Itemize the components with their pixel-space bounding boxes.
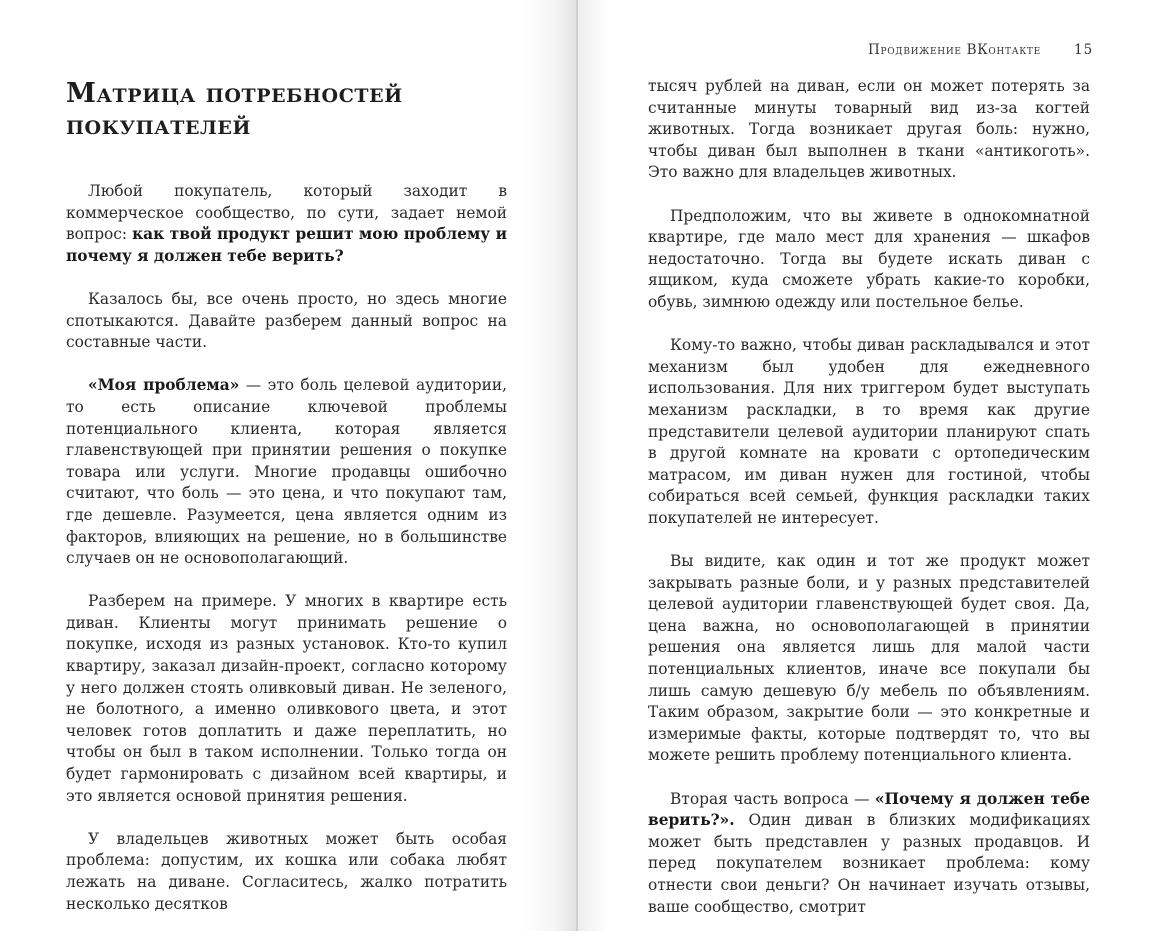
- left-text-column: [66, 181, 507, 931]
- right-paragraph-1: тысяч рублей на диван, если он может потерять за считанные минуты товарный вид из-за когтей животных. Тогда возникает другая боль: нужно, чтобы диван был выполнен в ткани «антикоготь». Это важно для владельцев животных.: [648, 77, 1090, 182]
- left-paragraph-4: Разберем на примере. У многих в квартире есть диван. Клиенты могут принимать решение о покупке, исходя из разных установок. Кто-то купил квартиру, заказал дизайн-проект, согласно которому у него должен стоять оливковый диван. Не зеленого, не болотного, а именно оливкового цвета, и этот человек готов доплатить и даже переплатить, но чтобы он был в таком исполнении. Только тогда он будет гармонировать с дизайном всей квартиры, и это является основой принятия решения.: [66, 592, 507, 805]
- left-paragraph-3: «Моя проблема» — это боль целевой аудитории, то есть описание ключевой проблемы потенциального клиента, которая является главенствующей при принятии решения о покупке товара или услуги. Многие продавцы ошибочно считают, что боль — это цена, и что покупают там, где дешевле. Разумеется, цена является одним из факторов, влияющих на решение, но в большинстве случаев он не основополагающий.: [66, 376, 507, 568]
- left-paragraph-2: Казалось бы, все очень просто, но здесь многие спотыкаются. Давайте разберем данный вопрос на составные части.: [66, 289, 507, 352]
- right-paragraph-2: Предположим, что вы живете в однокомнатной квартире, где мало мест для хранения — шкафов недостаточно. Тогда вы будете искать диван с ящиком, куда сможете убрать какие-то коробки, обувь, зимнюю одежду или постельное белье.: [648, 206, 1090, 311]
- running-head: Продвижение ВКонтакте: [868, 42, 1041, 58]
- left-paragraph-5: У владельцев животных может быть особая проблема: допустим, их кошка или собака любят лежать на диване. Согласитесь, жалко потратить несколько десятков: [66, 829, 507, 913]
- gutter-shadow-left: [520, 0, 578, 931]
- gutter-shadow-right: [578, 0, 608, 931]
- left-page: [0, 0, 578, 931]
- left-paragraph-1: Любой покупатель, который заходит в коммерческое сообщество, по сути, задает немой вопрос: как твой продукт решит мою проблему и почему я должен тебе верить?: [66, 182, 507, 265]
- right-paragraph-4: Вы видите, как один и тот же продукт может закрывать разные боли, и у разных представителей целевой аудитории главенствующей будет своя. Да, цена важна, но основополагающей в принятии решения она является лишь для малой части потенциальных клиентов, иначе все покупали бы лишь самую дешевую б/у мебель по объявлениям. Таким образом, закрытие боли — это конкретные и измеримые факты, которые подтвердят то, что вы можете решить проблему потенциального клиента.: [648, 552, 1090, 765]
- right-paragraph-3: Кому-то важно, чтобы диван раскладывался и этот механизм был удобен для ежедневного использования. Для них триггером будет выступать механизм раскладки, в то время как другие представители целевой аудитории планируют спать в другой комнате на кровати с ортопедическим матрасом, им диван нужен для гостиной, чтобы собираться всей семьей, функция раскладки таких покупателей не интересует.: [648, 336, 1090, 527]
- right-paragraph-5: Вторая часть вопроса — «Почему я должен тебе верить?». Один диван в близких модификациях может быть представлен у разных продавцов. И перед покупателем возникает проблема: кому отнести свои деньги? Он начинает изучать отзывы, ваше сообщество, смотрит: [648, 789, 1090, 916]
- chapter-title: Матрица потребностей покупателей: [66, 78, 403, 141]
- right-text-column: [648, 76, 1090, 940]
- page-number: 15: [1074, 42, 1094, 58]
